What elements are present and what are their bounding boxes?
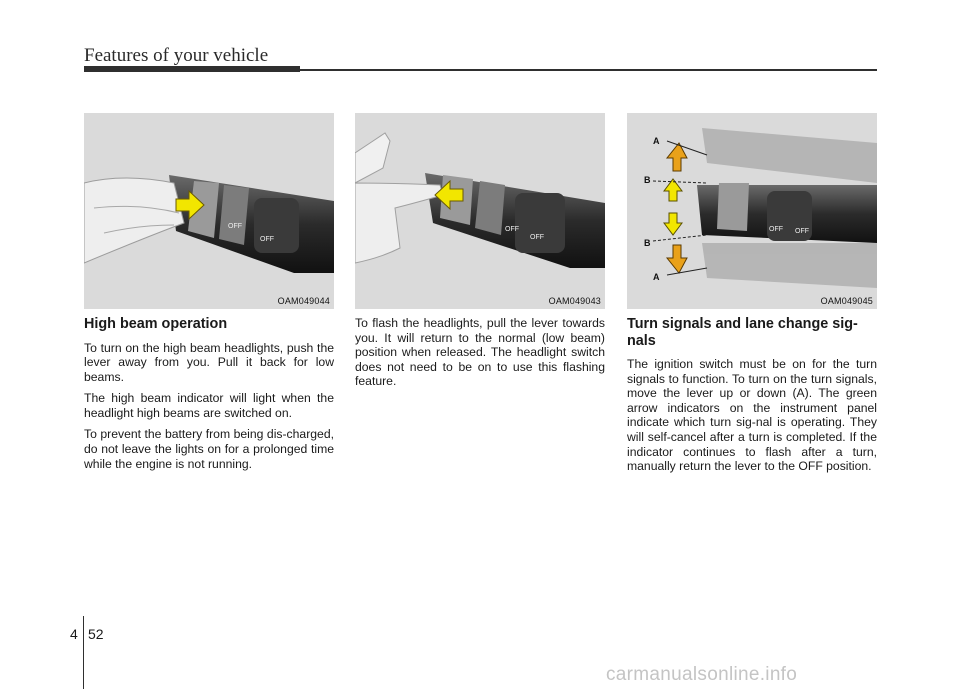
paragraph: To flash the headlights, pull the lever towards you. It will return to the normal (low beam) position when released. The headlight switch does not need to be on to use this flashing feature. <box>355 316 605 389</box>
marker-a-top: A <box>653 136 660 146</box>
section-heading-turn-signals: Turn signals and lane change sig-nals <box>627 316 858 349</box>
figure-code: OAM049043 <box>548 296 601 306</box>
figure-high-beam <box>84 113 334 309</box>
section-heading-high-beam: High beam operation <box>84 316 228 332</box>
off-text-5: OFF <box>769 226 783 233</box>
figure-code: OAM049045 <box>820 296 873 306</box>
off-text-3: OFF <box>505 226 519 233</box>
page-number: 52 <box>88 626 104 642</box>
marker-a-bottom: A <box>653 272 660 282</box>
off-text-6: OFF <box>795 228 809 235</box>
flash-illustration <box>355 113 605 309</box>
off-text-2: OFF <box>260 236 274 243</box>
paragraph: The ignition switch must be on for the turn signals to function. To turn on the turn signals, move the lever up or down (A). The green arrow indicators on the instrument panel indicate which turn sig-nal is operating. They will self-cancel after a turn is completed. If the indicator continues to flash after a turn, manually return the lever to the OFF position. <box>627 357 877 474</box>
off-text-1: OFF <box>228 223 242 230</box>
figure-turn-signals <box>627 113 877 309</box>
figure-flash <box>355 113 605 309</box>
column-turn-signals <box>627 314 877 481</box>
header-rule-thick <box>84 66 300 72</box>
off-text-4: OFF <box>530 234 544 241</box>
paragraph: To turn on the high beam headlights, push the lever away from you. Pull it back for low beams. <box>84 340 334 384</box>
column-flash <box>355 316 605 396</box>
high-beam-illustration <box>84 113 334 309</box>
figure-code: OAM049044 <box>277 296 330 306</box>
turn-signal-illustration <box>627 113 877 309</box>
footer-divider <box>83 616 84 689</box>
header-rule-thin <box>300 69 877 71</box>
watermark: carmanualsonline.info <box>606 664 798 685</box>
paragraph: To prevent the battery from being dis-charged, do not leave the lights on for a prolonged time while the engine is not running. <box>84 427 334 471</box>
column-high-beam <box>84 314 334 478</box>
marker-b-top: B <box>644 175 651 185</box>
section-number: 4 <box>70 626 78 642</box>
paragraph: The high beam indicator will light when the headlight high beams are switched on. <box>84 391 334 420</box>
page-header-title: Features of your vehicle <box>84 45 269 66</box>
marker-b-bottom: B <box>644 238 651 248</box>
